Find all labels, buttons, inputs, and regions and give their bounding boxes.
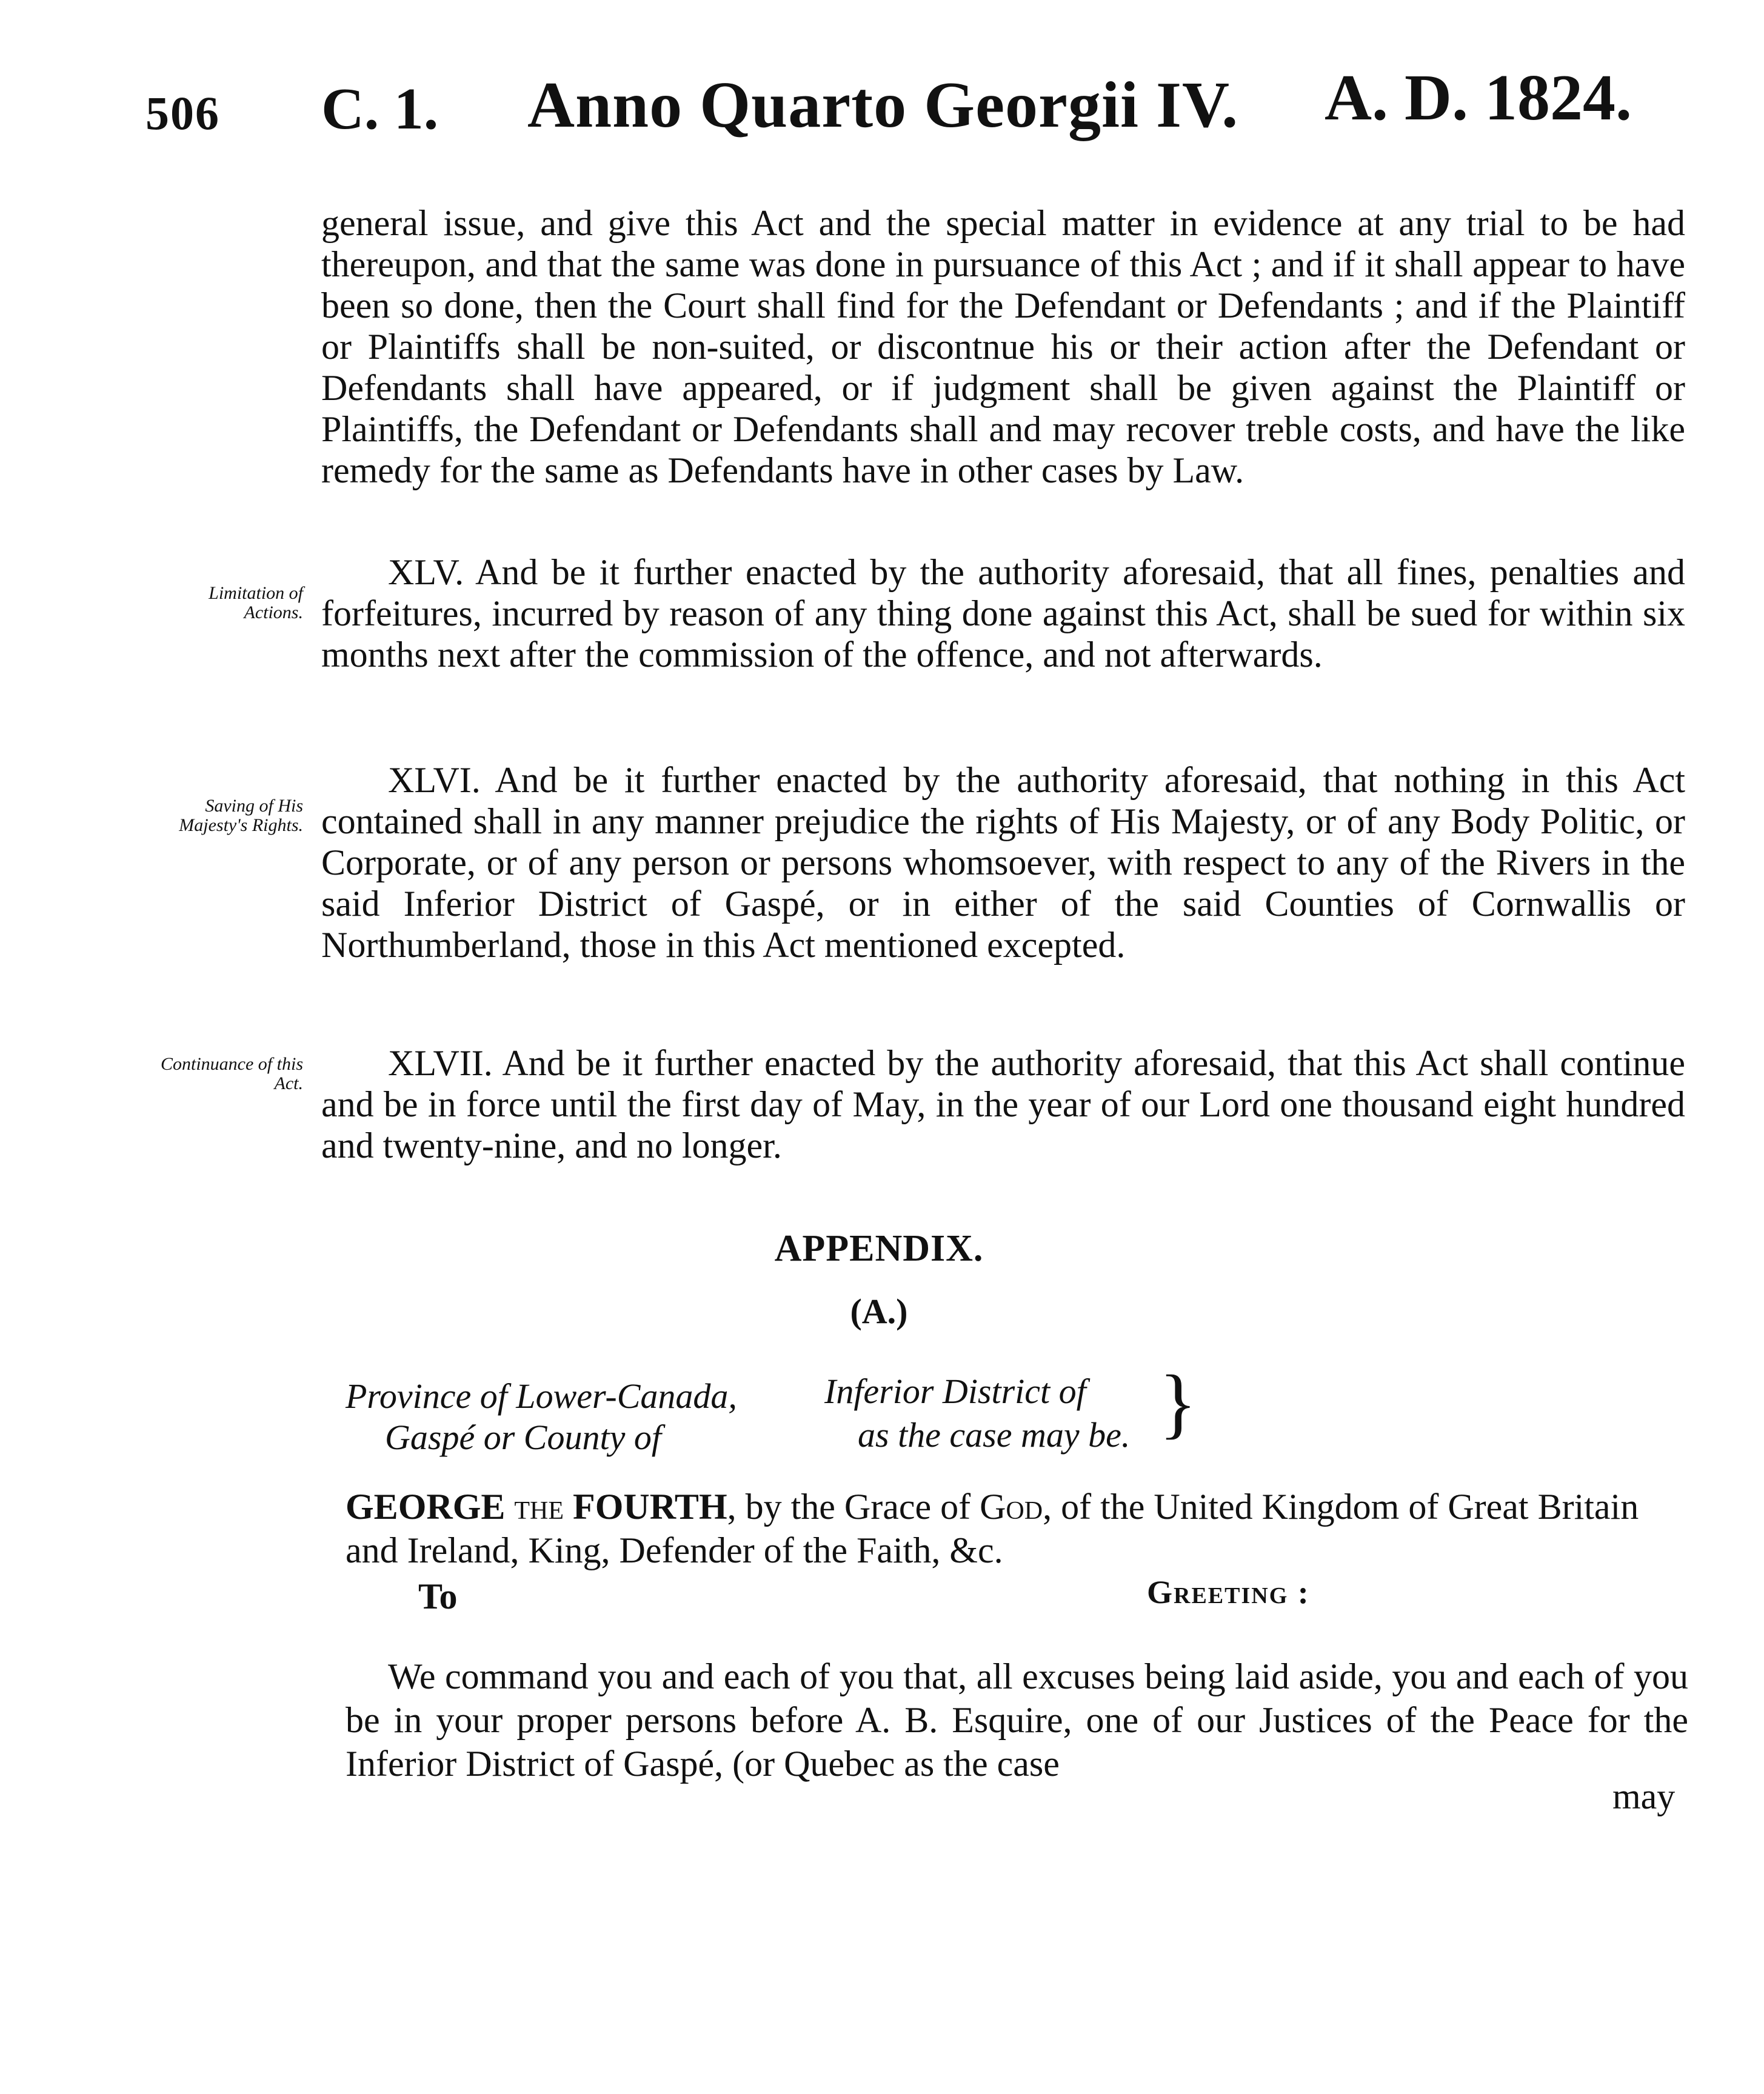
margin-note-continuance: Continuance of this Act. — [161, 1054, 303, 1093]
venue-county: Gaspé or County of — [385, 1418, 661, 1457]
running-title: Anno Quarto Georgii IV. — [527, 69, 1239, 141]
appendix-title: APPENDIX. — [774, 1228, 984, 1269]
writ-fourth: FOURTH — [573, 1487, 727, 1527]
writ-george: GEORGE — [346, 1487, 506, 1527]
year-label: A. D. 1824. — [1325, 62, 1632, 134]
section-xlvi: XLVI. And be it further enacted by the authority aforesaid, that nothing in this Act contained shall in any manner prejudice the rights of His Majesty, or of any Body Politic, or Corporate, or of any person or persons whomsoever, with respect to any of the Rivers in the said Inferior District of Gaspé, or in either of the said Counties of Cornwallis or Northumberland, those in this Act mentioned excepted. — [321, 760, 1685, 965]
writ-the: the — [514, 1487, 564, 1527]
margin-note-limitation: Limitation of Actions. — [209, 583, 303, 622]
appendix-subtitle: (A.) — [850, 1292, 908, 1331]
section-xlvii: XLVII. And be it further enacted by the authority aforesaid, that this Act shall continue and be in force until the first day of May, in the year of our Lord one thousand eight hundred and twenty-nine, and no longer. — [321, 1043, 1685, 1165]
writ-text-1: , by the Grace of — [727, 1487, 980, 1527]
venue-district: Inferior District of — [824, 1372, 1086, 1411]
page-number: 506 — [145, 87, 220, 139]
writ-text-2: , of the United Kingdom of Great Britain and Ireland, King, Defender of the Faith, &c. — [346, 1487, 1639, 1570]
writ-god: God — [980, 1487, 1043, 1527]
paragraph-continuation: general issue, and give this Act and the special matter in evidence at any trial to be had thereupon, and that the same was done in pursuance of this Act ; and if it shall appear to have been so done, then the Court shall find for the Defendant or Defendants ; and if the Plaintiff or Plaintiffs shall be non-suited, or discontnue his or their action after the Defendant or Defendants shall have appeared, or if judgment shall be given against the Plaintiff or Plaintiffs, the Defendant or Defendants shall and may recover treble costs, and have the like remedy for the same as Defendants have in other cases by Law. — [321, 203, 1685, 490]
brace-glyph: } — [1159, 1359, 1197, 1447]
writ-to: To — [418, 1576, 458, 1616]
writ-command: We command you and each of you that, all excuses being laid aside, you and each of you be in your proper persons before A. B. Esquire, one of our Justices of the Peace for the Inferior District of Gaspé, (or Quebec as the case — [346, 1656, 1688, 1784]
chapter-label: C. 1. — [321, 76, 439, 142]
section-xlv: XLV. And be it further enacted by the authority aforesaid, that all fines, penalties and forfeitures, incurred by reason of any thing done against this Act, shall be sued for within six months next after the commission of the offence, and not afterwards. — [321, 552, 1685, 675]
margin-note-saving-rights: Saving of His Majesty's Rights. — [179, 796, 303, 835]
venue-case: as the case may be. — [858, 1415, 1131, 1455]
writ-greeting: Greeting : — [1147, 1574, 1310, 1610]
catchword: may — [1612, 1776, 1675, 1816]
venue-province: Province of Lower-Canada, — [346, 1376, 737, 1416]
writ-opening — [346, 1485, 1679, 1572]
